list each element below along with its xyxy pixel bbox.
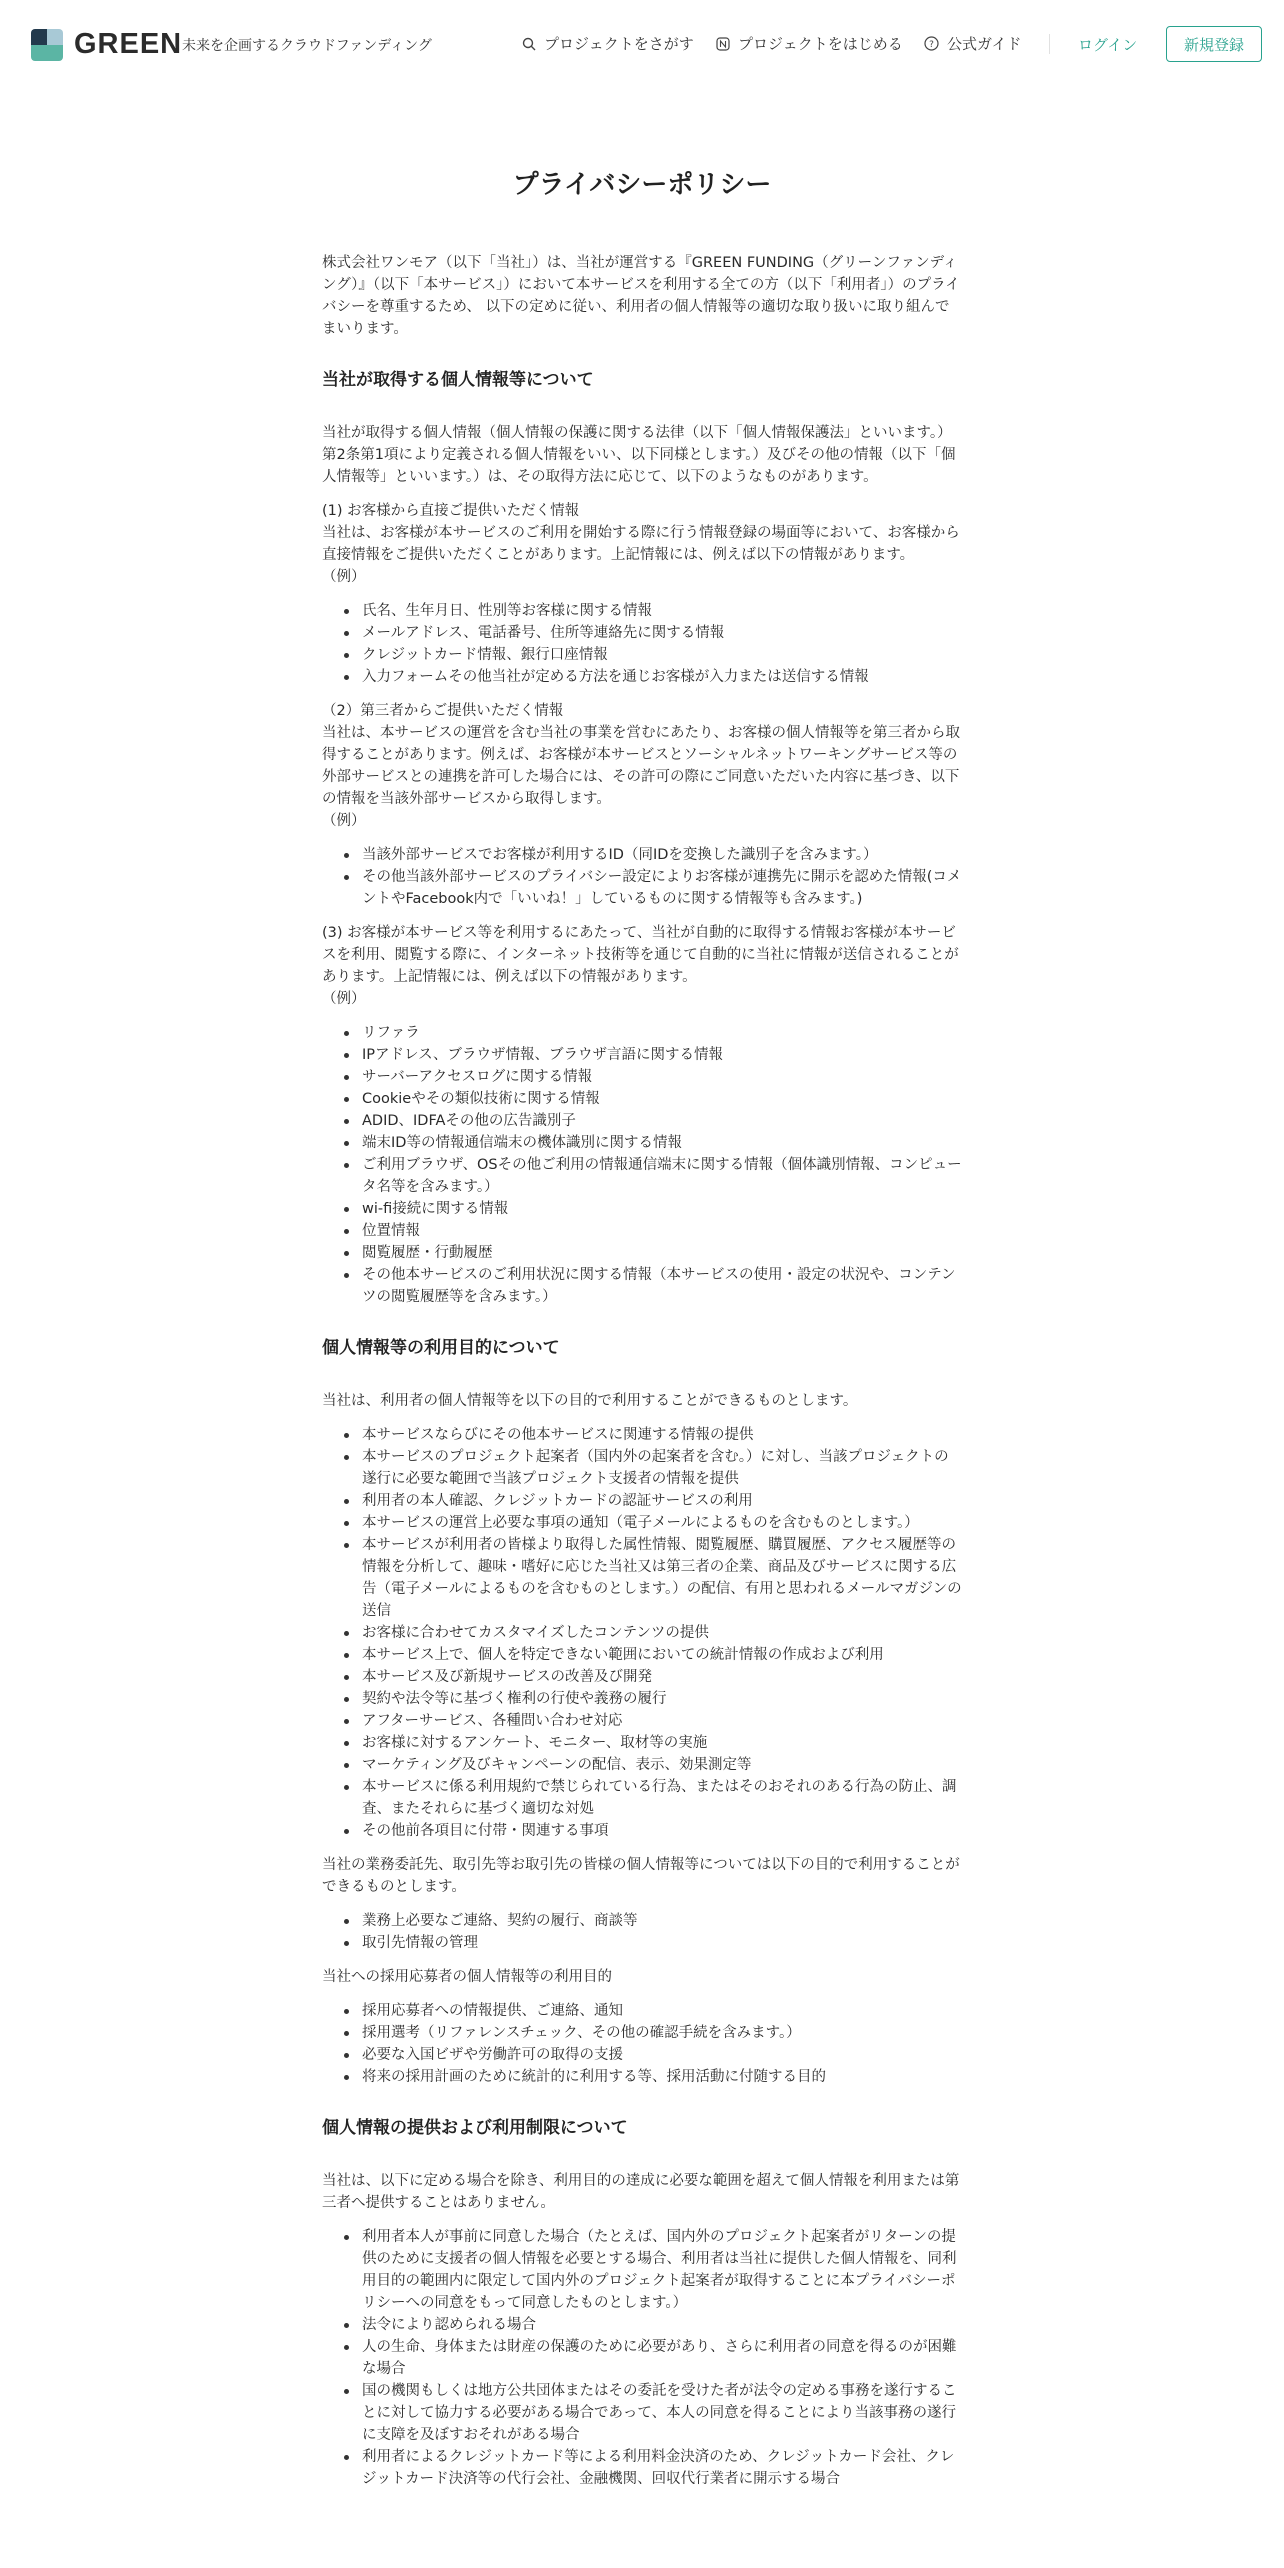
list-item: その他前各項目に付帯・関連する事項 (362, 1820, 962, 1842)
list-item: 採用応募者への情報提供、ご連絡、通知 (362, 2000, 962, 2022)
nav-guide-label: 公式ガイド (947, 35, 1022, 53)
list-item: 採用選考（リファレンスチェック、その他の確認手続を含みます。） (362, 2022, 962, 2044)
register-button[interactable]: 新規登録 (1166, 26, 1262, 62)
list-item: 契約や法令等に基づく権利の行使や義務の履行 (362, 1688, 962, 1710)
list-item: リファラ (362, 1022, 962, 1044)
list-item: お客様に対するアンケート、モニター、取材等の実施 (362, 1732, 962, 1754)
brand-name: GREEN (74, 28, 183, 60)
list-item: 必要な入国ビザや労働許可の取得の支援 (362, 2044, 962, 2066)
list-item: 将来の採用計画のために統計的に利用する等、採用活動に付随する目的 (362, 2066, 962, 2088)
list-item: 本サービスに係る利用規約で禁じられている行為、またはそのおそれのある行為の防止、調査、またそれらに基づく適切な対処 (362, 1776, 962, 1820)
list-item: 本サービスのプロジェクト起案者（国内外の起案者を含む。）に対し、当該プロジェクトの遂行に必要な範囲で当該プロジェクト支援者の情報を提供 (362, 1446, 962, 1490)
bullet-list (362, 1022, 962, 1308)
list-item: 閲覧履歴・行動履歴 (362, 1242, 962, 1264)
nav-divider (1049, 34, 1050, 54)
list-item: サーバーアクセスログに関する情報 (362, 1066, 962, 1088)
project-start-icon (716, 37, 730, 51)
list-item: wi-fi接続に関する情報 (362, 1198, 962, 1220)
section-paragraph: 当社への採用応募者の個人情報等の利用目的 (322, 1969, 612, 1985)
list-item: 本サービスが利用者の皆様より取得した属性情報、閲覧履歴、購買履歴、アクセス履歴等の情報を分析して、趣味・嗜好に応じた当社又は第三者の企業、商品及びサービスに関する広告（電子メールによるものを含むものとします。）の配信、有用と思われるメールマガジンの送信 (362, 1534, 962, 1622)
subsection-title: （2）第三者からご提供いただく情報 (322, 703, 564, 719)
list-item: メールアドレス、電話番号、住所等連絡先に関する情報 (362, 622, 962, 644)
svg-text:?: ? (929, 40, 934, 50)
example-label: （例） (322, 569, 366, 585)
bullet-list (362, 2000, 962, 2088)
list-item: 取引先情報の管理 (362, 1932, 962, 1954)
section-paragraph: 当社は、利用者の個人情報等を以下の目的で利用することができるものとします。 (322, 1393, 858, 1409)
nav-official-guide[interactable] (924, 33, 1022, 54)
bullet-list (362, 1910, 962, 1954)
section-paragraph: 当社が取得する個人情報（個人情報の保護に関する法律（以下「個人情報保護法」といいます。）第2条第1項により定義される個人情報をいい、以下同様とします。）及びその他の情報（以下「個人情報等」といいます。）は、その取得方法に応じて、以下のようなものがあります。 (322, 425, 956, 485)
example-label: （例） (322, 991, 366, 1007)
subsection-body: 当社は、お客様が本サービスのご利用を開始する際に行う情報登録の場面等において、お客様から直接情報をご提供いただくことがあります。上記情報には、例えば以下の情報があります。 (322, 525, 960, 563)
bullet-list (362, 2226, 962, 2490)
list-item: 本サービス上で、個人を特定できない範囲においての統計情報の作成および利用 (362, 1644, 962, 1666)
logo-mark-icon (31, 29, 63, 61)
list-item: アフターサービス、各種問い合わせ対応 (362, 1710, 962, 1732)
list-item: 利用者によるクレジットカード等による利用料金決済のため、クレジットカード会社、クレジットカード決済等の代行会社、金融機関、回収代行業者に開示する場合 (362, 2446, 962, 2490)
list-item: 法令により認められる場合 (362, 2314, 962, 2336)
section-paragraph (322, 700, 962, 832)
section-paragraph (322, 922, 962, 1010)
list-item: IPアドレス、ブラウザ情報、ブラウザ言語に関する情報 (362, 1044, 962, 1066)
section-heading-provision-limits: 個人情報の提供および利用制限について (322, 2118, 628, 2138)
brand-tagline: 未来を企画するクラウドファンディング (182, 38, 432, 54)
bullet-list (362, 1424, 962, 1842)
list-item: 利用者の本人確認、クレジットカードの認証サービスの利用 (362, 1490, 962, 1512)
bullet-list (362, 600, 962, 688)
subsection-body: 当社は、本サービスの運営を含む当社の事業を営むにあたり、お客様の個人情報等を第三者から取得することがあります。例えば、お客様が本サービスとソーシャルネットワーキングサービス等の外部サービスとの連携を許可した場合には、その許可の際にご同意いただいた内容に基づき、以下の情報を当該外部サービスから取得します。 (322, 725, 960, 807)
list-item: その他本サービスのご利用状況に関する情報（本サービスの使用・設定の状況や、コンテンツの閲覧履歴等を含みます。） (362, 1264, 962, 1308)
nav-search-projects[interactable] (522, 33, 694, 54)
list-item: ご利用ブラウザ、OSその他ご利用の情報通信端末に関する情報（個体識別情報、コンピュータ名等を含みます。） (362, 1154, 962, 1198)
example-label: （例） (322, 813, 366, 829)
list-item: 入力フォームその他当社が定める方法を通じお客様が入力または送信する情報 (362, 666, 962, 688)
section-heading-usage-purpose: 個人情報等の利用目的について (322, 1338, 560, 1358)
list-item: お客様に合わせてカスタマイズしたコンテンツの提供 (362, 1622, 962, 1644)
list-item: 利用者本人が事前に同意した場合（たとえば、国内外のプロジェクト起案者がリターンの提供のために支援者の個人情報を必要とする場合、利用者は当社に提供した個人情報を、同利用目的の範囲内に限定して国内外のプロジェクト起案者が取得することに本プライバシーポリシーへの同意をもって同意したものとします。） (362, 2226, 962, 2314)
list-item: その他当該外部サービスのプライバシー設定によりお客様が連携先に開示を認めた情報(コメントやFacebook内で「いいね！」しているものに関する情報等も含みます。) (362, 866, 962, 910)
list-item: 氏名、生年月日、性別等お客様に関する情報 (362, 600, 962, 622)
help-circle-icon (924, 36, 939, 51)
list-item: 本サービスの運営上必要な事項の通知（電子メールによるものを含むものとします。） (362, 1512, 962, 1534)
section-paragraph: 当社は、以下に定める場合を除き、利用目的の達成に必要な範囲を超えて個人情報を利用または第三者へ提供することはありません。 (322, 2173, 960, 2211)
intro-paragraph: 株式会社ワンモア（以下「当社」）は、当社が運営する『GREEN FUNDING（グリーンファンディング）』（以下「本サービス」）において本サービスを利用する全ての方（以下「利用者」）のプライバシーを尊重するため、 以下の定めに従い、利用者の個人情報等の適切な取り扱いに取り組んでまいります。 (322, 255, 960, 337)
section-heading-collected-info: 当社が取得する個人情報等について (322, 370, 594, 390)
login-link[interactable]: ログイン (1078, 36, 1138, 54)
brand-logo[interactable] (31, 28, 182, 61)
list-item: 位置情報 (362, 1220, 962, 1242)
nav-search-label: プロジェクトをさがす (544, 35, 694, 53)
list-item: マーケティング及びキャンペーンの配信、表示、効果測定等 (362, 1754, 962, 1776)
list-item: 本サービス及び新規サービスの改善及び開発 (362, 1666, 962, 1688)
list-item: ADID、IDFAその他の広告識別子 (362, 1110, 962, 1132)
nav-start-project[interactable] (716, 33, 903, 54)
section-paragraph: 当社の業務委託先、取引先等お取引先の皆様の個人情報等については以下の目的で利用することができるものとします。 (322, 1857, 960, 1895)
nav-start-label: プロジェクトをはじめる (738, 35, 903, 53)
page-title: プライバシーポリシー (512, 170, 772, 200)
subsection-title: (1) お客様から直接ご提供いただく情報 (322, 503, 580, 519)
bullet-list (362, 844, 962, 910)
list-item: クレジットカード情報、銀行口座情報 (362, 644, 962, 666)
site-header (0, 0, 1284, 88)
list-item: 端末ID等の情報通信端末の機体識別に関する情報 (362, 1132, 962, 1154)
list-item: 本サービスならびにその他本サービスに関連する情報の提供 (362, 1424, 962, 1446)
search-icon (522, 37, 536, 51)
list-item: 国の機関もしくは地方公共団体またはその委託を受けた者が法令の定める事務を遂行することに対して協力する必要がある場合であって、本人の同意を得ることにより当該事務の遂行に支障を及ぼすおそれがある場合 (362, 2380, 962, 2446)
section-paragraph (322, 500, 962, 588)
list-item: 当該外部サービスでお客様が利用するID（同IDを変換した識別子を含みます。） (362, 844, 962, 866)
list-item: 業務上必要なご連絡、契約の履行、商談等 (362, 1910, 962, 1932)
policy-content (322, 252, 962, 2502)
list-item: 人の生命、身体または財産の保護のために必要があり、さらに利用者の同意を得るのが困難な場合 (362, 2336, 962, 2380)
subsection-body: (3) お客様が本サービス等を利用するにあたって、当社が自動的に取得する情報お客様が本サービスを利用、閲覧する際に、インターネット技術等を通じて自動的に当社に情報が送信されることがあります。上記情報には、例えば以下の情報があります。 (322, 925, 959, 985)
list-item: Cookieやその類似技術に関する情報 (362, 1088, 962, 1110)
